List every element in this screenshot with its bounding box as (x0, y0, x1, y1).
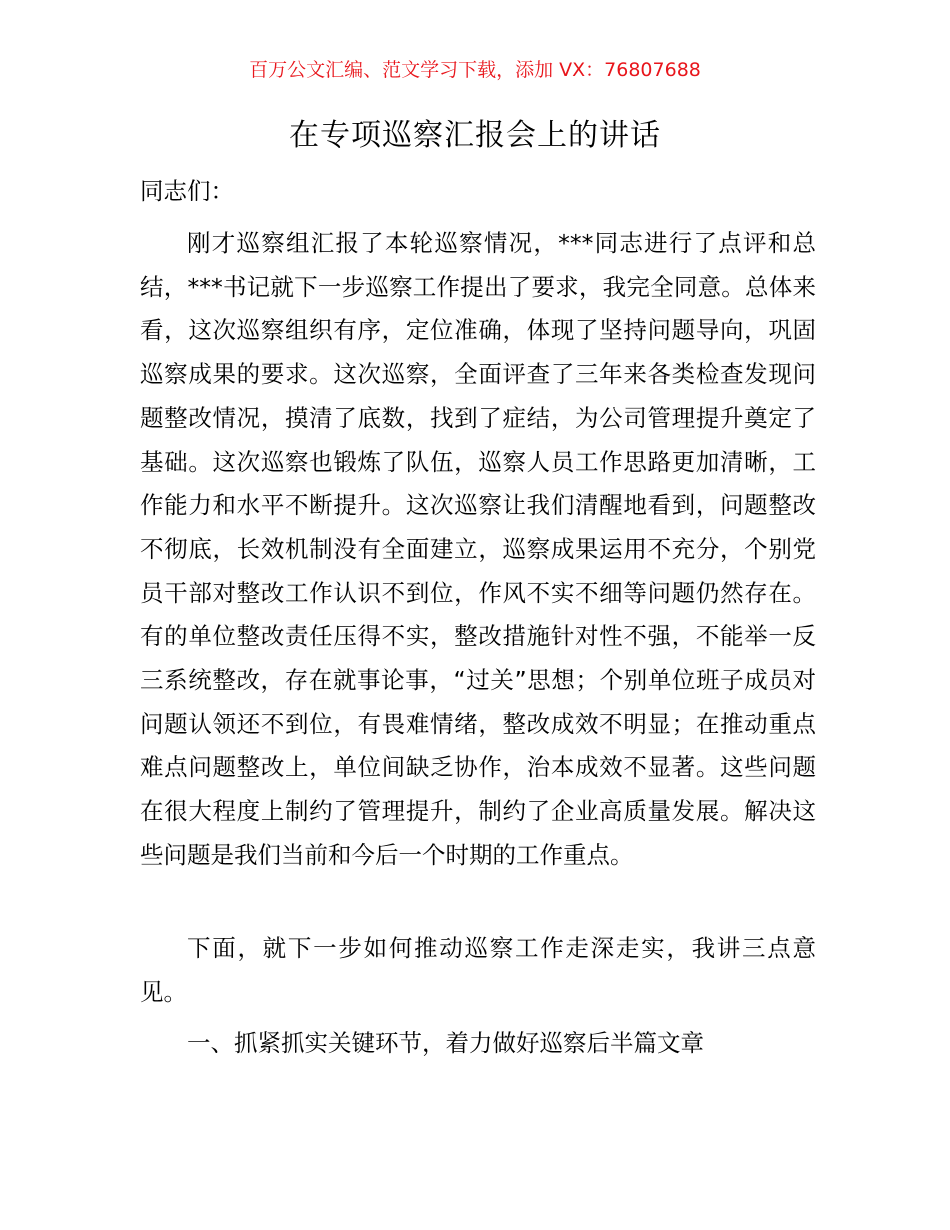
section-heading-1: 一、抓紧抓实关键环节，着力做好巡察后半篇文章 (187, 1029, 704, 1057)
paragraph-intro: 刚才巡察组汇报了本轮巡察情况，***同志进行了点评和总结，***书记就下一步巡察工作提出了要求，我完全同意。总体来看，这次巡察组织有序，定位准确，体现了坚持问题导向，巩固巡察成果的要求。这次巡察，全面评查了三年来各类检查发现问题整改情况，摸清了底数，找到了症结，为公司管理提升奠定了基础。这次巡察也锻炼了队伍，巡察人员工作思路更加清晰，工作能力和水平不断提升。这次巡察让我们清醒地看到，问题整改不彻底，长效机制没有全面建立，巡察成果运用不充分，个别党员干部对整改工作认识不到位，作风不实不细等问题仍然存在。有的单位整改责任压得不实，整改措施针对性不强，不能举一反三系统整改，存在就事论事，“过关”思想；个别单位班子成员对问题认领还不到位，有畏难情绪，整改成效不明显；在推动重点难点问题整改上，单位间缺乏协作，治本成效不显著。这些问题在很大程度上制约了管理提升，制约了企业高质量发展。解决这些问题是我们当前和今后一个时期的工作重点。 (140, 229, 816, 869)
document-title: 在专项巡察汇报会上的讲话 (289, 118, 661, 153)
paragraph-transition: 下面，就下一步如何推动巡察工作走深走实，我讲三点意见。 (140, 934, 816, 1006)
salutation: 同志们： (140, 177, 234, 205)
header-banner: 百万公文汇编、范文学习下载，添加 VX：76807688 (249, 59, 701, 81)
